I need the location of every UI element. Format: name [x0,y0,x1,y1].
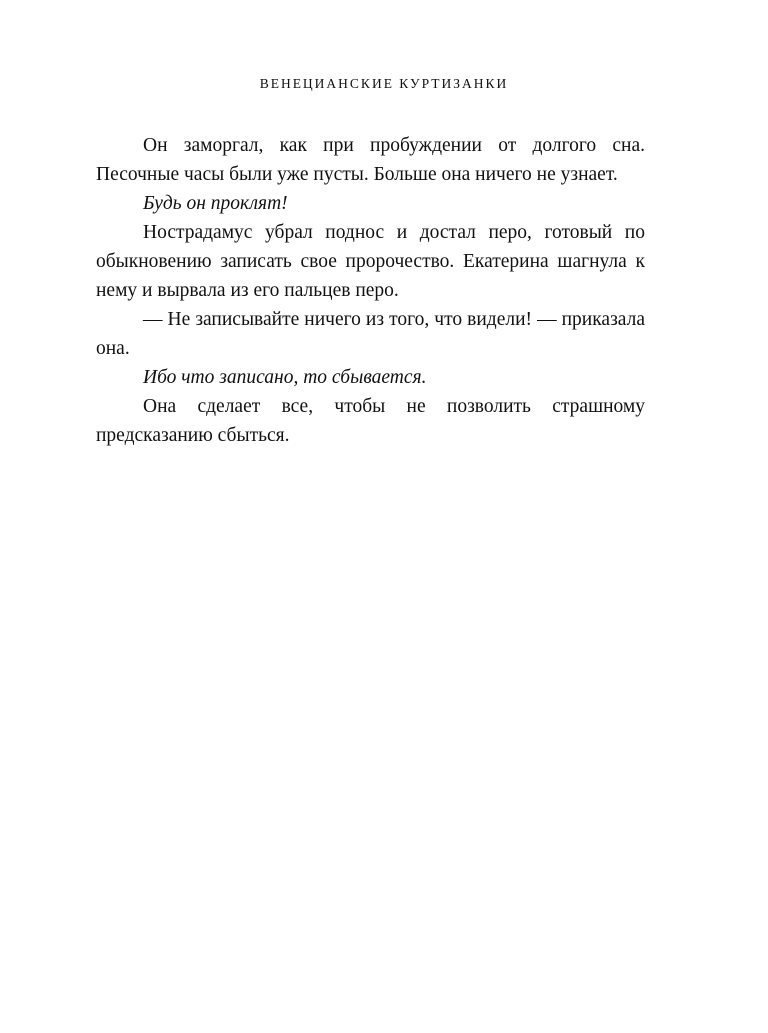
body-text [96,131,645,450]
running-title: ВЕНЕЦИАНСКИЕ КУРТИЗАНКИ [259,76,509,91]
paragraph-6: Она сделает все, чтобы не позволить страшному предсказанию сбыться. [96,396,645,446]
paragraph-2-italic: Будь он проклят! [143,193,288,214]
paragraph-4-dialogue: — Не записывайте ничего из того, что видели! — приказала она. [96,309,645,359]
paragraph-1: Он заморгал, как при пробуждении от долгого сна. Песочные часы были уже пусты. Больше она ничего не узнает. [96,135,645,185]
paragraph-5-italic: Ибо что записано, то сбывается. [143,367,427,388]
paragraph-3: Нострадамус убрал поднос и достал перо, готовый по обыкновению записать свое пророчество. Екатерина шагнула к нему и вырвала из его пальцев перо. [96,222,645,301]
